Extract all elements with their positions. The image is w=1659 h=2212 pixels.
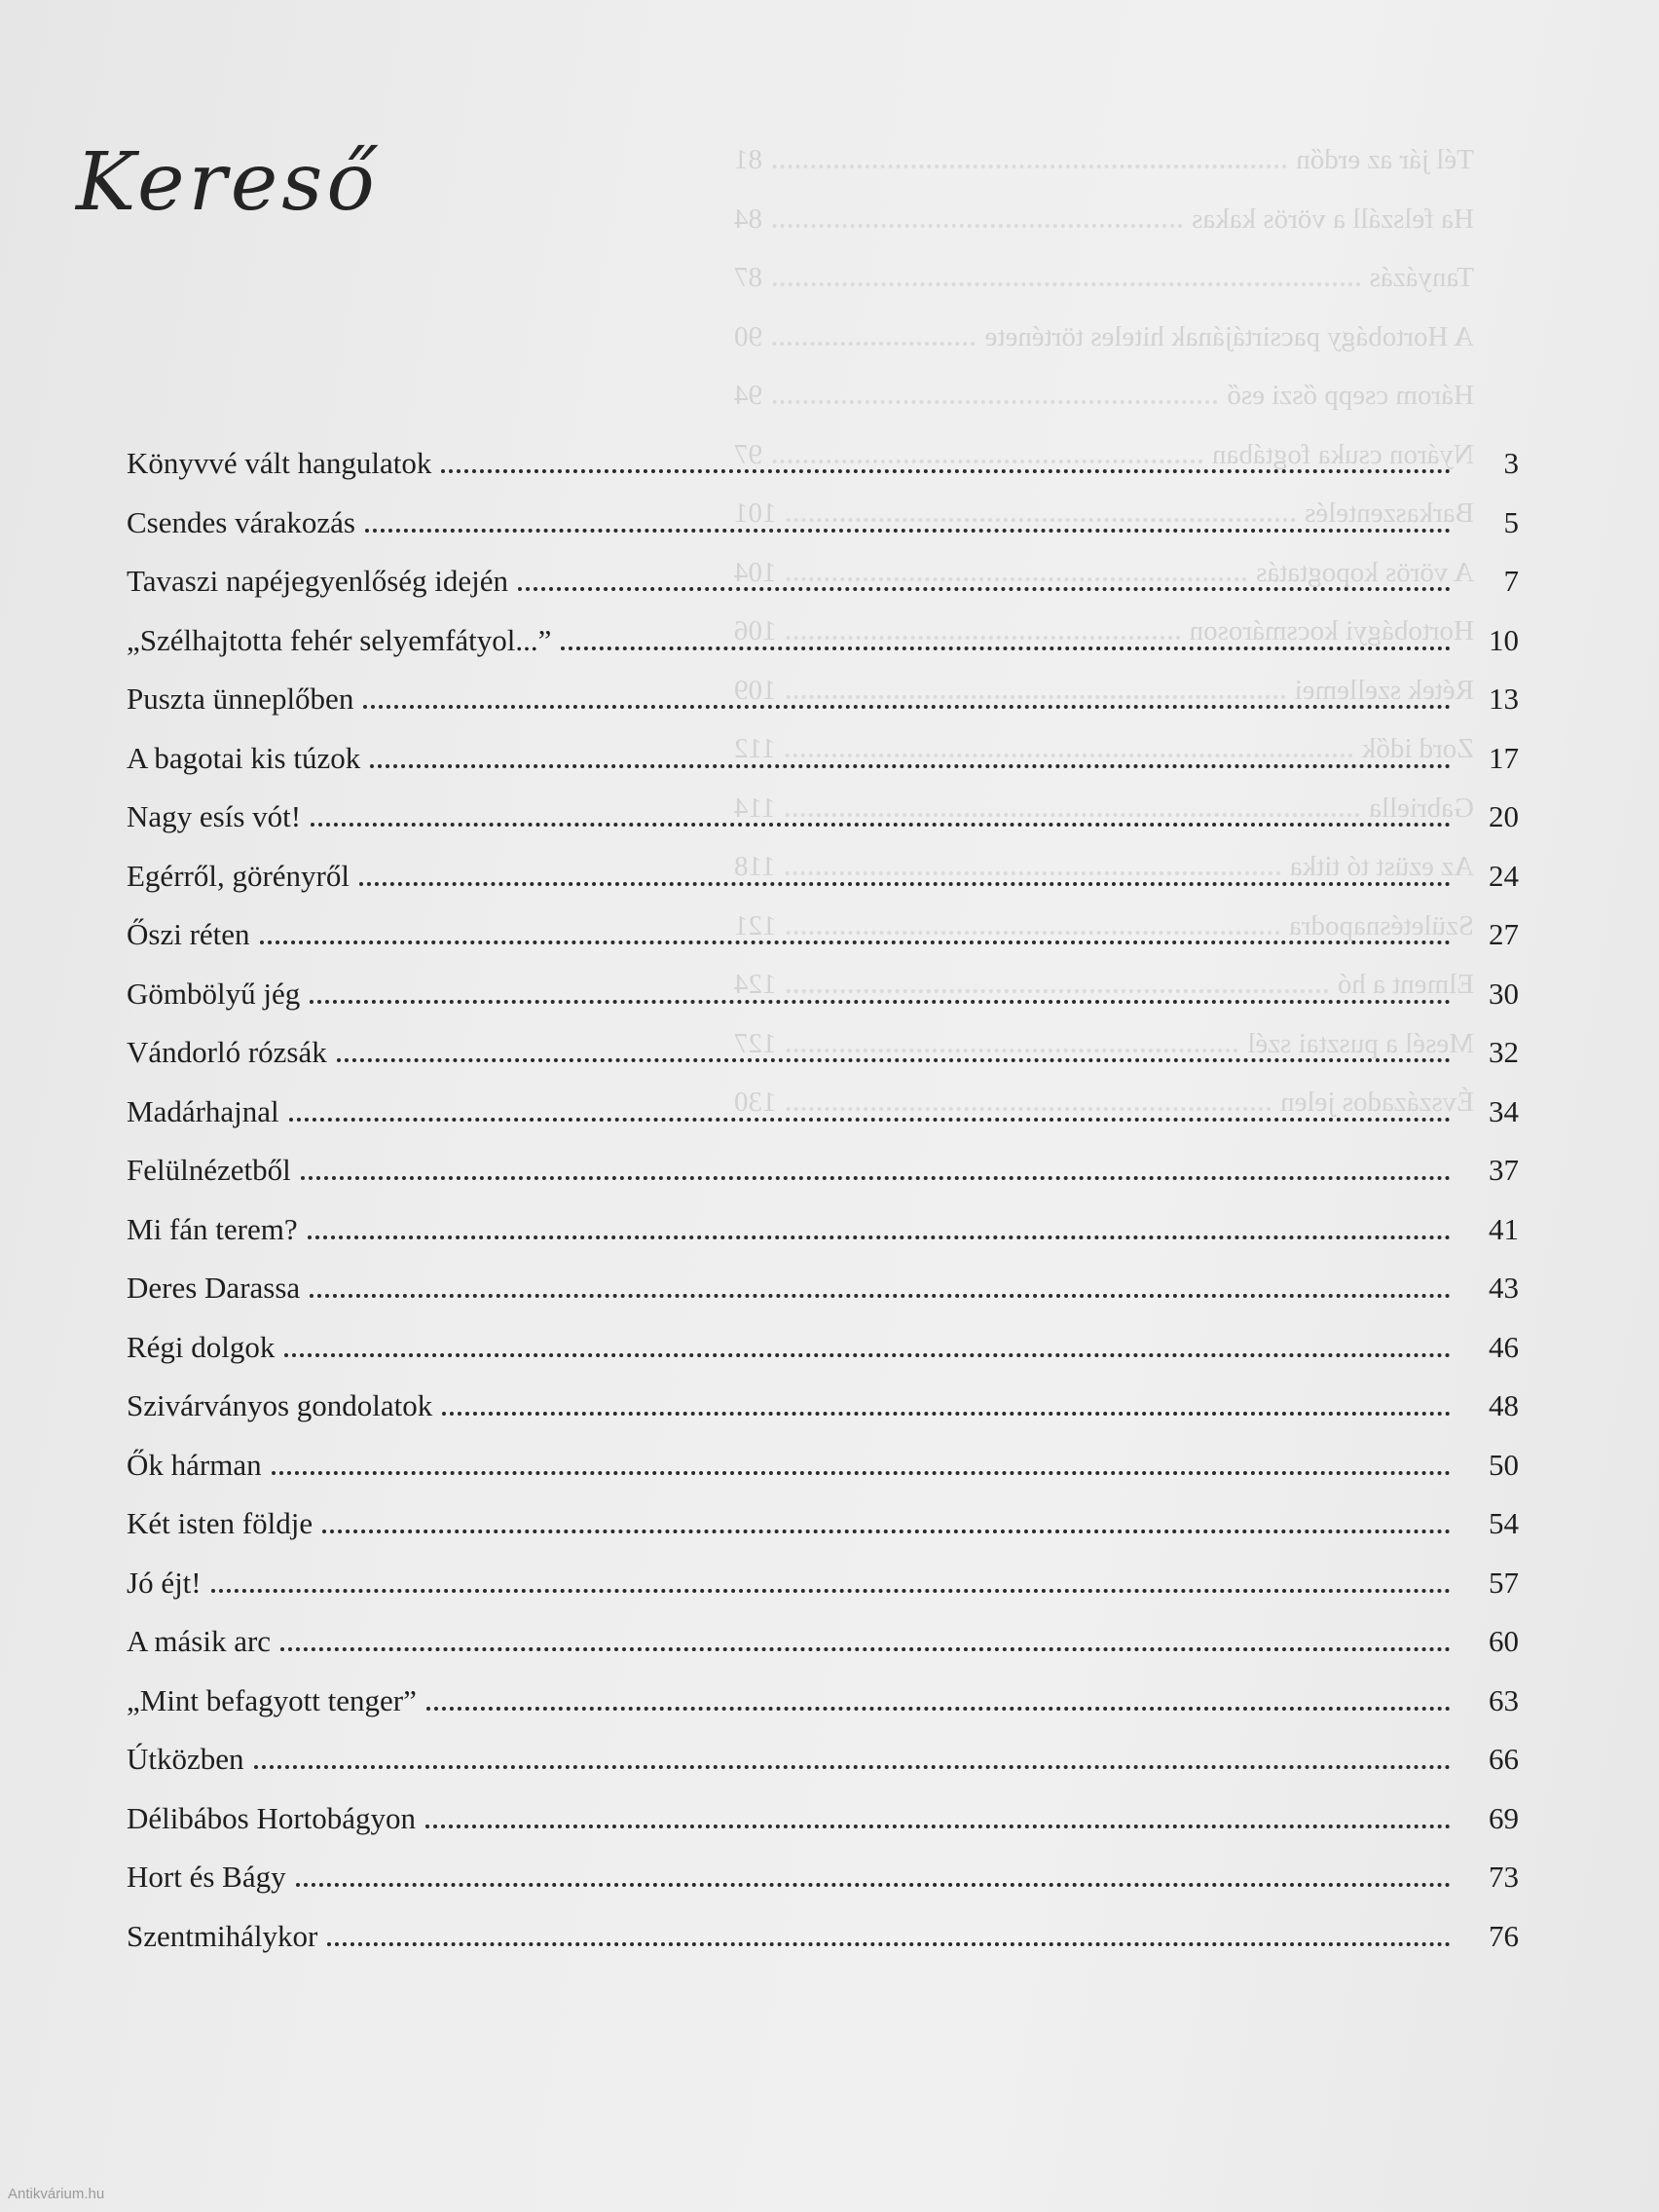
toc-entry-title: Csendes várakozás [127,504,355,539]
toc-entry-page: 3 [1503,446,1519,480]
dot-leader [310,1294,1451,1298]
toc-entry [127,505,1519,565]
show-through-page: 104 [734,556,777,588]
show-through-title: Tanyázás [1369,262,1474,293]
toc-entry-title: Nagy esís vót! [127,799,302,833]
show-through-page: 114 [734,792,776,824]
toc-entry [127,1919,1519,1978]
show-through-page: 87 [734,262,762,293]
toc-entry [127,977,1519,1036]
show-through-page: 112 [734,733,776,764]
show-through-title: Születésnapodra [1288,909,1474,941]
toc-entry-page: 54 [1489,1506,1519,1540]
toc-entry-page: 73 [1489,1860,1519,1894]
dot-leader [322,1530,1451,1533]
toc-entry-title: Őszi réten [127,917,250,951]
toc-entry-title: „Mint befagyott tenger” [127,1682,417,1717]
toc-entry-page: 66 [1489,1742,1519,1776]
show-through-page: 97 [734,438,762,470]
show-through-entry [734,144,1474,203]
dot-leader [308,1235,1451,1239]
dot-leader [296,1883,1451,1887]
show-through-title: Elment a hó [1337,969,1474,1000]
toc-entry [127,682,1519,741]
dot-leader [211,1589,1451,1593]
toc-entry [127,1742,1519,1801]
toc-entry-page: 37 [1489,1153,1519,1187]
show-through-page: 121 [734,909,777,941]
toc-entry-title: Ők hárman [127,1447,262,1482]
show-through-page: 90 [734,320,762,352]
show-through-dots [772,342,976,346]
dot-leader [561,646,1451,650]
toc-entry [127,859,1519,918]
toc-entry-page: 63 [1489,1682,1519,1717]
toc-entry-page: 10 [1489,622,1519,657]
watermark: Antikvárium.hu [8,2186,105,2202]
toc-entry-page: 5 [1503,504,1519,539]
dot-leader [426,1707,1451,1711]
toc-entry-title: Deres Darassa [127,1271,301,1305]
toc-entry [127,1388,1519,1448]
dot-leader [284,1353,1451,1357]
dot-leader [280,1647,1451,1651]
toc-entry [127,1506,1519,1566]
toc-entry [127,446,1519,505]
toc-entry-title: Két isten földje [127,1506,313,1540]
dot-leader [518,587,1451,591]
dot-leader [327,1942,1451,1946]
toc-entry-title: Délibábos Hortobágyon [127,1800,417,1835]
show-through-entry [734,262,1474,321]
dot-leader [359,882,1451,886]
dot-leader [272,1471,1451,1475]
toc-entry-page: 50 [1489,1447,1519,1482]
show-through-title: A vörös kopogtatás [1256,556,1474,588]
toc-entry [127,1094,1519,1154]
toc-entry-title: Gömbölyű jég [127,976,301,1011]
show-through-page: 109 [734,674,777,706]
show-through-title: Nyáron csuka fogtában [1212,438,1474,470]
show-through-title: Három csepp őszi eső [1227,380,1474,411]
toc-entry-page: 43 [1489,1271,1519,1305]
dot-leader [370,764,1451,768]
toc-entry [127,1683,1519,1743]
toc-entry-title: Hort és Bágy [127,1860,286,1894]
show-through-title: Gabriella [1369,792,1474,824]
show-through-title: Mesél a pusztai szél [1247,1027,1474,1059]
show-through-page: 94 [734,380,762,411]
dot-leader [310,1000,1451,1004]
toc-entry-page: 57 [1489,1565,1519,1600]
dot-leader [289,1118,1451,1122]
toc-entry-page: 46 [1489,1329,1519,1364]
toc-entry-title: „Szélhajtotta fehér selyemfátyol...” [127,622,552,657]
toc-entry-title: Madárhajnal [127,1093,279,1128]
toc-entry-page: 17 [1489,740,1519,775]
dot-leader [337,1058,1451,1062]
dot-leader [442,1412,1451,1416]
toc-entry-title: Tavaszi napéjegyenlőség idején [127,564,509,598]
toc-entry-page: 34 [1489,1093,1519,1128]
toc-entry-page: 32 [1489,1035,1519,1069]
toc-entry [127,1860,1519,1919]
toc-entry-title: Jó éjt! [127,1565,202,1600]
toc-entry-page: 20 [1489,799,1519,833]
toc-entry-title: Útközben [127,1742,244,1776]
page-title: Kereső [76,136,379,229]
toc-entry-page: 48 [1489,1388,1519,1422]
show-through-title: Barkaszentelés [1305,498,1474,529]
show-through-title: A Hortobágy pacsirtájának hiteles története [984,320,1474,352]
dot-leader [441,469,1451,473]
toc-entry-page: 13 [1489,682,1519,716]
show-through-dots [772,165,1286,168]
toc-entry [127,741,1519,800]
toc-entry-title: A másik arc [127,1624,272,1658]
toc-entry [127,1801,1519,1861]
show-through-title: Az ezüst tó titka [1289,851,1474,882]
dot-leader [425,1825,1451,1828]
table-of-contents [127,446,1519,1977]
toc-entry-page: 41 [1489,1211,1519,1246]
show-through-page: 106 [734,615,777,646]
toc-entry-title: Puszta ünneplőben [127,682,354,716]
show-through-title: Rétek szellemei [1294,674,1474,706]
dot-leader [363,705,1451,709]
show-through-title: Zord idők [1361,733,1474,764]
show-through-dots [772,224,1182,228]
show-through-page: 84 [734,203,762,235]
toc-entry [127,1153,1519,1212]
dot-leader [311,823,1451,827]
toc-entry-page: 60 [1489,1624,1519,1658]
dot-leader [260,940,1451,944]
toc-entry [127,799,1519,859]
toc-entry-title: Mi fán terem? [127,1211,298,1246]
toc-entry [127,1566,1519,1625]
toc-entry-page: 69 [1489,1800,1519,1835]
show-through-title: Ha felszáll a vörös kakas [1192,203,1474,235]
toc-entry [127,1624,1519,1683]
show-through-page: 130 [734,1087,777,1118]
toc-entry [127,564,1519,623]
toc-entry-title: Régi dolgok [127,1329,276,1364]
toc-entry-page: 24 [1489,858,1519,893]
toc-entry-page: 76 [1489,1918,1519,1953]
dot-leader [365,529,1451,533]
toc-entry-page: 27 [1489,917,1519,951]
show-through-title: Hortobágyi kocsmároson [1189,615,1474,646]
toc-entry [127,623,1519,682]
show-through-page: 124 [734,969,777,1000]
toc-entry-title: Szivárványos gondolatok [127,1388,433,1422]
toc-entry [127,1271,1519,1330]
toc-entry-title: A bagotai kis túzok [127,740,361,775]
toc-entry-page: 30 [1489,976,1519,1011]
toc-entry-title: Felülnézetből [127,1153,291,1187]
show-through-entry [734,203,1474,263]
toc-entry [127,1212,1519,1272]
toc-entry-title: Szentmihálykor [127,1918,318,1953]
show-through-entry [734,321,1474,381]
show-through-page: 127 [734,1027,777,1059]
toc-entry [127,1330,1519,1389]
dot-leader [254,1765,1451,1769]
toc-entry [127,1035,1519,1094]
show-through-entry [734,380,1474,439]
toc-entry [127,917,1519,977]
toc-entry-title: Könyvvé vált hangulatok [127,446,432,480]
toc-entry-title: Egérről, görényről [127,858,350,893]
show-through-page: 101 [734,498,777,529]
show-through-dots [772,400,1217,404]
toc-entry [127,1448,1519,1507]
toc-entry-page: 7 [1503,564,1519,598]
show-through-page: 81 [734,144,762,175]
show-through-title: Tél jár az erdőn [1296,144,1474,175]
toc-entry-title: Vándorló rózsák [127,1035,327,1069]
show-through-dots [772,282,1360,286]
dot-leader [301,1176,1451,1180]
show-through-title: Évszázados jelen [1280,1087,1474,1118]
show-through-page: 118 [734,851,776,882]
